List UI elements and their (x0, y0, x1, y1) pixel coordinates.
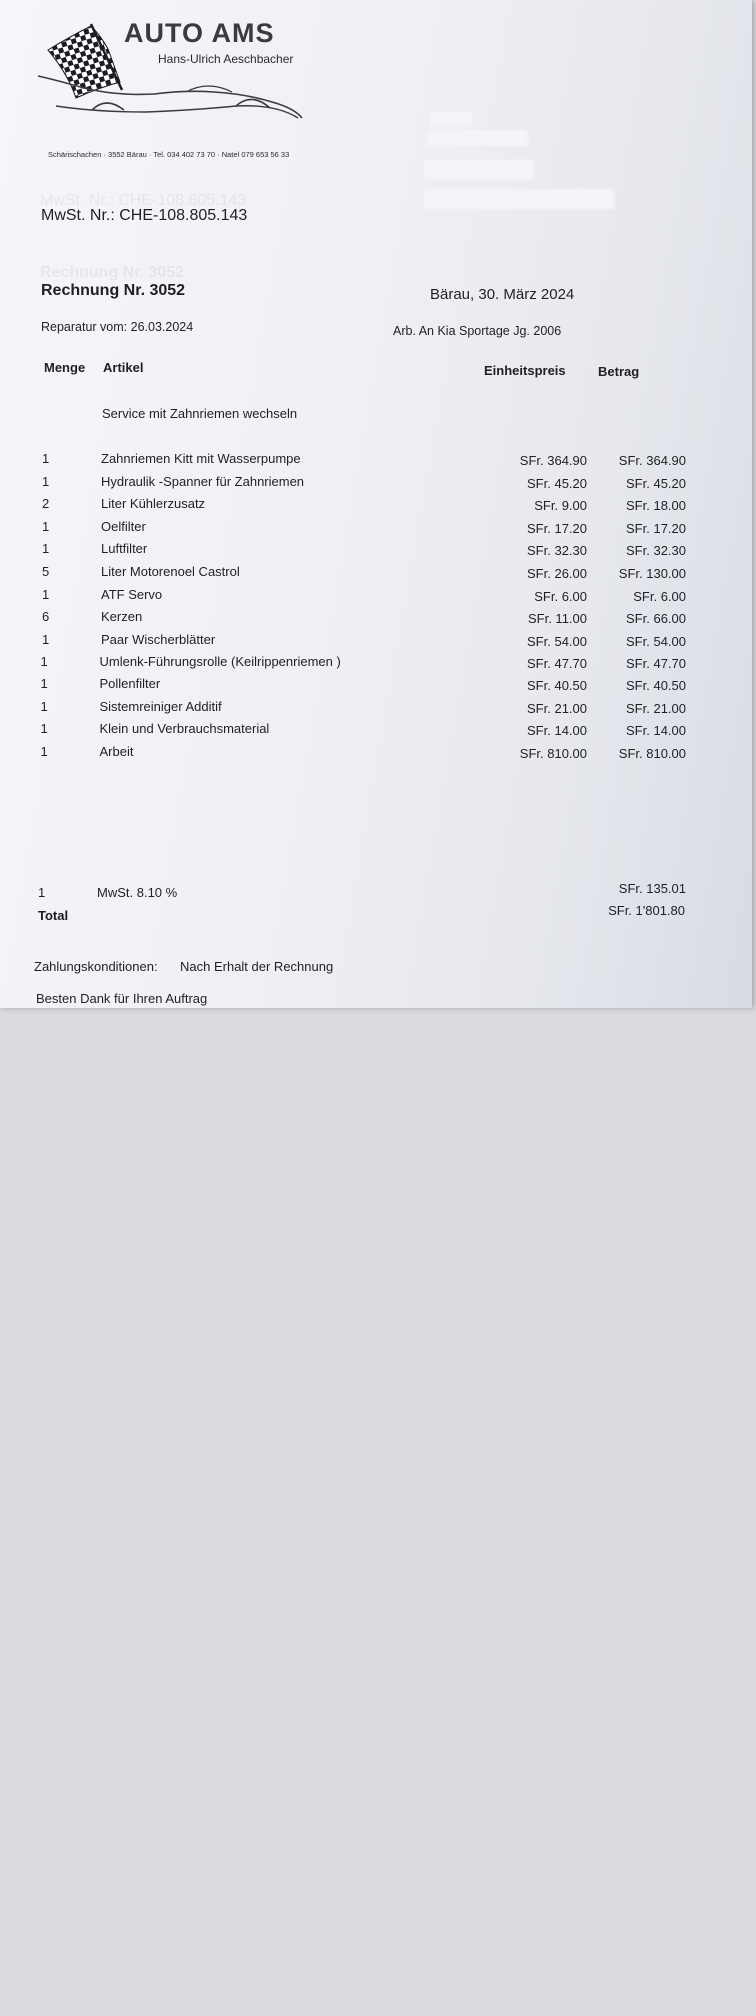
row-unit-price: SFr. 45.20 (527, 475, 587, 491)
row-amount: SFr. 66.00 (626, 611, 686, 627)
row-amount: SFr. 17.20 (626, 520, 686, 536)
row-unit-price: SFr. 6.00 (534, 588, 587, 604)
row-item: Klein und Verbrauchsmaterial (99, 721, 270, 737)
vat-row-amount: SFr. 135.01 (618, 881, 686, 896)
row-amount: SFr. 810.00 (618, 745, 686, 761)
row-item: Umlenk-Führungsrolle (Keilrippenriemen ) (99, 654, 341, 670)
row-amount: SFr. 45.20 (626, 475, 686, 491)
company-owner: Hans-Ulrich Aeschbacher (158, 52, 294, 66)
header-amount: Betrag (598, 364, 640, 379)
vat-number: MwSt. Nr.: CHE-108.805.143 (41, 207, 248, 224)
row-unit-price: SFr. 14.00 (527, 723, 587, 739)
row-unit-price: SFr. 26.00 (527, 566, 587, 581)
vat-row-qty: 1 (38, 885, 46, 900)
row-item: Oelfilter (101, 518, 146, 534)
table-col-divider-unit (0, 1717, 1, 2016)
row-amount: SFr. 130.00 (618, 566, 686, 581)
total-label: Total (38, 908, 69, 923)
row-amount: SFr. 40.50 (626, 678, 686, 693)
row-unit-price: SFr. 810.00 (519, 745, 587, 761)
row-qty: 1 (42, 631, 50, 647)
row-item: Kerzen (101, 609, 143, 625)
row-unit-price: SFr. 54.00 (527, 633, 587, 649)
row-qty: 1 (42, 586, 50, 602)
table-border-bottom (0, 3, 658, 4)
row-item: Luftfilter (101, 541, 148, 557)
invoice-date: Bärau, 30. März 2024 (430, 286, 575, 303)
row-qty: 6 (42, 609, 50, 625)
row-item: Zahnriemen Kitt mit Wasserpumpe (101, 451, 301, 466)
row-item: Liter Kühlerzusatz (101, 496, 206, 512)
company-address: Schärischachen · 3552 Bärau · Tel. 034 402 73 70 · Natel 079 653 56 33 (48, 150, 290, 159)
company-name: AUTO AMS (124, 18, 275, 48)
row-amount: SFr. 21.00 (626, 700, 686, 716)
row-unit-price: SFr. 21.00 (527, 700, 587, 716)
row-qty: 1 (40, 654, 48, 670)
vehicle-info: Arb. An Kia Sportage Jg. 2006 (393, 324, 562, 338)
row-item: Sistemreiniger Additif (99, 698, 222, 714)
row-qty: 1 (42, 451, 50, 466)
thank-you-note: Besten Dank für Ihren Auftrag (36, 991, 208, 1006)
row-item: Arbeit (99, 743, 134, 759)
total-amount: SFr. 1'801.80 (608, 903, 685, 918)
vat-row-label: MwSt. 8.10 % (97, 885, 178, 900)
row-item: ATF Servo (101, 586, 163, 602)
row-qty: 2 (42, 496, 50, 512)
row-unit-price: SFr. 32.30 (527, 543, 587, 559)
table-col-divider-item (0, 1146, 1, 1717)
row-amount: SFr. 54.00 (626, 633, 686, 649)
header-qty: Menge (44, 360, 86, 375)
header-item: Artikel (103, 360, 144, 375)
row-item: Pollenfilter (99, 676, 161, 691)
ghost-show-through: MwSt. Nr.: CHE-108.805.143 (40, 192, 247, 209)
row-qty: 1 (40, 676, 48, 691)
invoice-number: Rechnung Nr. 3052 (41, 282, 186, 299)
row-amount: SFr. 18.00 (626, 498, 686, 514)
redacted-recipient-line-2 (428, 130, 528, 146)
invoice-page (0, 0, 752, 1008)
row-qty: 1 (42, 541, 50, 557)
redacted-recipient-line-3 (424, 160, 534, 180)
row-qty: 1 (40, 721, 48, 737)
service-description: Service mit Zahnriemen wechseln (102, 406, 298, 421)
row-qty: 5 (42, 564, 50, 579)
row-amount: SFr. 6.00 (633, 588, 686, 604)
repair-date: Reparatur vom: 26.03.2024 (41, 320, 194, 334)
table-border-left (0, 4, 1, 575)
row-unit-price: SFr. 9.00 (534, 498, 587, 514)
row-qty: 1 (40, 743, 48, 759)
row-item: Paar Wischerblätter (101, 631, 216, 647)
row-qty: 1 (42, 473, 50, 489)
header-unit-price: Einheitspreis (484, 363, 566, 378)
row-qty: 1 (42, 518, 50, 534)
row-amount: SFr. 364.90 (618, 453, 686, 468)
row-amount: SFr. 32.30 (626, 543, 686, 559)
row-unit-price: SFr. 40.50 (527, 678, 587, 693)
row-item: Liter Motorenoel Castrol (101, 564, 240, 579)
row-unit-price: SFr. 11.00 (527, 611, 587, 627)
row-qty: 1 (40, 698, 48, 714)
table-col-divider-qty (0, 575, 1, 1146)
row-amount: SFr. 47.70 (626, 656, 686, 672)
ghost-show-through: Rechnung Nr. 3052 (40, 264, 185, 281)
payment-terms-value: Nach Erhalt der Rechnung (180, 959, 334, 974)
redacted-recipient-line-4 (424, 189, 614, 209)
row-unit-price: SFr. 17.20 (527, 520, 587, 536)
row-amount: SFr. 14.00 (626, 723, 686, 739)
row-unit-price: SFr. 364.90 (519, 453, 587, 468)
redacted-recipient-line-1 (430, 112, 472, 126)
row-item: Hydraulik -Spanner für Zahnriemen (101, 473, 305, 489)
payment-terms-label: Zahlungskonditionen: (34, 959, 158, 974)
row-unit-price: SFr. 47.70 (527, 656, 587, 672)
